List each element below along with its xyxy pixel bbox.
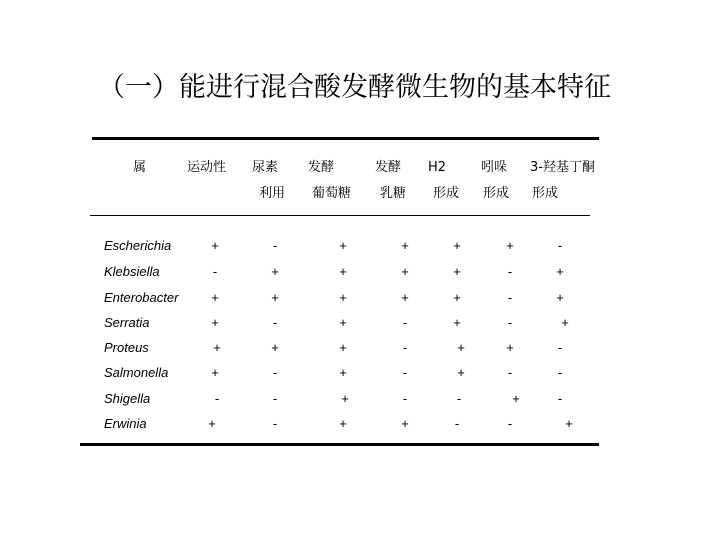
trait-value: -	[557, 365, 563, 380]
trait-value: +	[271, 290, 279, 305]
trait-value: +	[339, 416, 347, 431]
trait-value: -	[272, 416, 278, 431]
column-header: 尿素	[252, 160, 279, 175]
trait-value: -	[272, 391, 278, 406]
trait-value: -	[212, 264, 218, 279]
trait-value: +	[339, 238, 347, 253]
trait-value: +	[565, 416, 573, 431]
trait-value: -	[456, 391, 462, 406]
trait-value: +	[453, 315, 461, 330]
genus-name: Enterobacter	[104, 290, 179, 305]
trait-value: +	[339, 264, 347, 279]
column-header-line2: 利用	[259, 186, 286, 201]
trait-value: +	[211, 238, 219, 253]
trait-value: +	[453, 290, 461, 305]
trait-value: -	[507, 416, 513, 431]
genus-name: Erwinia	[104, 416, 147, 431]
trait-value: +	[339, 365, 347, 380]
trait-value: +	[401, 416, 409, 431]
genus-name: Escherichia	[104, 238, 172, 253]
table-bottom-rule	[80, 443, 599, 446]
genus-name: Shigella	[104, 391, 151, 406]
trait-value: -	[507, 290, 513, 305]
trait-value: +	[339, 340, 347, 355]
column-header-line2: 形成	[532, 186, 559, 201]
trait-value: +	[506, 340, 514, 355]
trait-value: +	[211, 290, 219, 305]
column-header-line2: 乳糖	[380, 186, 407, 201]
trait-value: -	[272, 365, 278, 380]
trait-value: +	[341, 391, 349, 406]
trait-value: +	[457, 365, 465, 380]
trait-value: -	[402, 315, 408, 330]
trait-value: -	[272, 315, 278, 330]
column-header: H2	[428, 160, 447, 175]
table-top-rule	[92, 137, 599, 140]
column-header-line2: 葡萄糖	[312, 186, 352, 201]
column-header: 属	[133, 160, 147, 175]
column-header-line2: 形成	[483, 186, 510, 201]
column-header: 运动性	[187, 160, 227, 175]
trait-value: +	[271, 340, 279, 355]
column-header: 发酵	[375, 160, 402, 175]
column-header: 3-羟基丁酮	[530, 160, 595, 175]
trait-value: -	[272, 238, 278, 253]
trait-value: +	[401, 238, 409, 253]
genus-name: Klebsiella	[104, 264, 160, 279]
trait-value: -	[214, 391, 220, 406]
trait-value: +	[561, 315, 569, 330]
trait-value: +	[211, 315, 219, 330]
trait-value: +	[556, 264, 564, 279]
column-header: 发酵	[308, 160, 335, 175]
trait-value: +	[401, 290, 409, 305]
column-header-line2: 形成	[433, 186, 460, 201]
trait-value: +	[339, 290, 347, 305]
trait-value: -	[507, 365, 513, 380]
trait-value: +	[208, 416, 216, 431]
trait-value: +	[211, 365, 219, 380]
trait-value: +	[339, 315, 347, 330]
trait-value: -	[557, 238, 563, 253]
trait-value: +	[556, 290, 564, 305]
trait-value: +	[457, 340, 465, 355]
trait-value: -	[402, 340, 408, 355]
trait-value: -	[402, 391, 408, 406]
column-header: 吲哚	[481, 160, 508, 175]
trait-value: -	[557, 340, 563, 355]
trait-value: +	[401, 264, 409, 279]
trait-value: -	[507, 315, 513, 330]
trait-value: +	[271, 264, 279, 279]
trait-value: +	[213, 340, 221, 355]
trait-value: +	[512, 391, 520, 406]
trait-value: -	[507, 264, 513, 279]
trait-value: -	[402, 365, 408, 380]
trait-value: +	[453, 238, 461, 253]
genus-name: Serratia	[104, 315, 150, 330]
trait-value: -	[557, 391, 563, 406]
table-header-rule	[90, 215, 590, 216]
trait-value: -	[454, 416, 460, 431]
trait-value: +	[453, 264, 461, 279]
genus-name: Proteus	[104, 340, 149, 355]
trait-value: +	[506, 238, 514, 253]
genus-name: Salmonella	[104, 365, 169, 380]
page-title: （一）能进行混合酸发酵微生物的基本特征	[98, 72, 611, 103]
